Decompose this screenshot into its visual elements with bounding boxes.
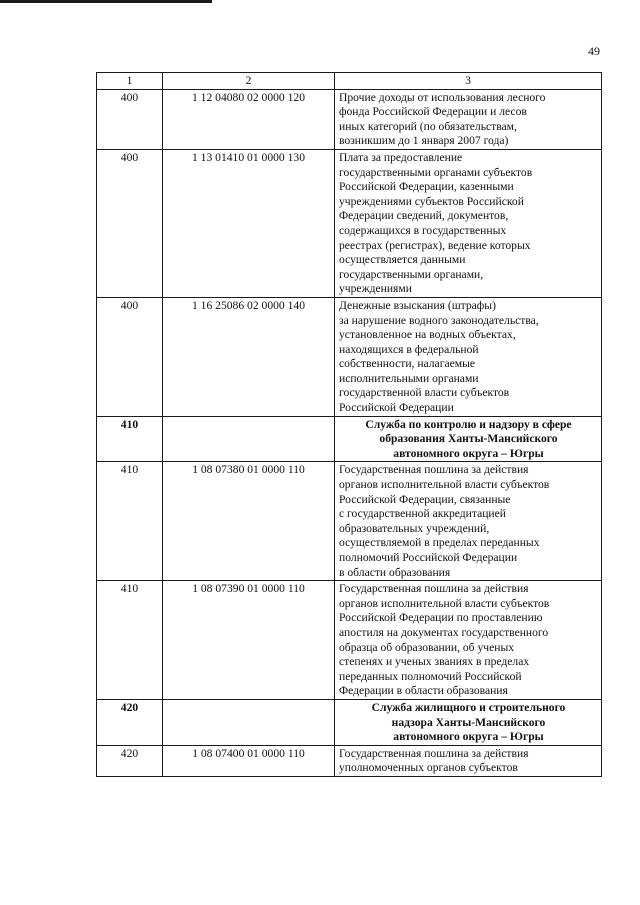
revenue-name-cell: Государственная пошлина за действия органов исполнительной власти субъектов Российской Федерации, связанные с государственной аккредитацией образовательных учреждений, осуществляемой в пределах переданных полномочий Российской Федерации в области образования xyxy=(335,462,602,581)
admin-code-cell: 410 xyxy=(97,581,163,700)
table-row xyxy=(97,89,602,149)
admin-code-cell: 420 xyxy=(97,699,163,745)
revenue-code-cell: 1 16 25086 02 0000 140 xyxy=(163,297,335,416)
revenue-name-cell: Плата за предоставление государственными органами субъектов Российской Федерации, казенными учреждениями субъектов Российской Федерации сведений, документов, содержащихся в государственных реестрах (регистрах), ведение которых осуществляется данными государственными органами, учреждениями xyxy=(335,149,602,297)
admin-code-cell: 400 xyxy=(97,149,163,297)
table-row xyxy=(97,149,602,297)
revenue-code-cell xyxy=(163,699,335,745)
revenue-code-cell: 1 08 07380 01 0000 110 xyxy=(163,462,335,581)
column-number-row xyxy=(97,73,602,90)
revenue-name-cell: Денежные взыскания (штрафы) за нарушение водного законодательства, установленное на водных объектах, находящихся в федеральной собственности, налагаемые исполнительными органами государственной власти субъектов Российской Федерации xyxy=(335,297,602,416)
revenue-code-cell: 1 08 07390 01 0000 110 xyxy=(163,581,335,700)
revenue-name-cell: Государственная пошлина за действия уполномоченных органов субъектов xyxy=(335,745,602,776)
column-number-2: 2 xyxy=(163,73,335,90)
admin-code-cell: 400 xyxy=(97,297,163,416)
column-number-3: 3 xyxy=(335,73,602,90)
table-row xyxy=(97,297,602,416)
admin-code-cell: 400 xyxy=(97,89,163,149)
revenue-name-cell: Служба по контролю и надзору в сфере образования Ханты-Мансийского автономного округа – Югры xyxy=(335,416,602,462)
revenue-name-cell: Прочие доходы от использования лесного фонда Российской Федерации и лесов иных категорий (по обязательствам, возникшим до 1 января 2007 года) xyxy=(335,89,602,149)
revenue-code-cell: 1 13 01410 01 0000 130 xyxy=(163,149,335,297)
table-body xyxy=(97,89,602,776)
revenue-code-cell: 1 08 07400 01 0000 110 xyxy=(163,745,335,776)
top-rule xyxy=(0,0,212,3)
table-row xyxy=(97,745,602,776)
admin-code-cell: 410 xyxy=(97,416,163,462)
admin-code-cell: 410 xyxy=(97,462,163,581)
revenue-name-cell: Государственная пошлина за действия органов исполнительной власти субъектов Российской Федерации по проставлению апостиля на документах государственного образца об образовании, об ученых степенях и ученых званиях в пределах переданных полномочий Российской Федерации в области образования xyxy=(335,581,602,700)
table-row xyxy=(97,462,602,581)
table-section-header-row xyxy=(97,699,602,745)
admin-code-cell: 420 xyxy=(97,745,163,776)
column-number-1: 1 xyxy=(97,73,163,90)
revenue-code-cell: 1 12 04080 02 0000 120 xyxy=(163,89,335,149)
table-section-header-row xyxy=(97,416,602,462)
page-number: 49 xyxy=(588,44,600,58)
revenue-name-cell: Служба жилищного и строительного надзора Ханты-Мансийского автономного округа – Югры xyxy=(335,699,602,745)
revenue-codes-table xyxy=(96,72,602,777)
revenue-code-cell xyxy=(163,416,335,462)
table-row xyxy=(97,581,602,700)
